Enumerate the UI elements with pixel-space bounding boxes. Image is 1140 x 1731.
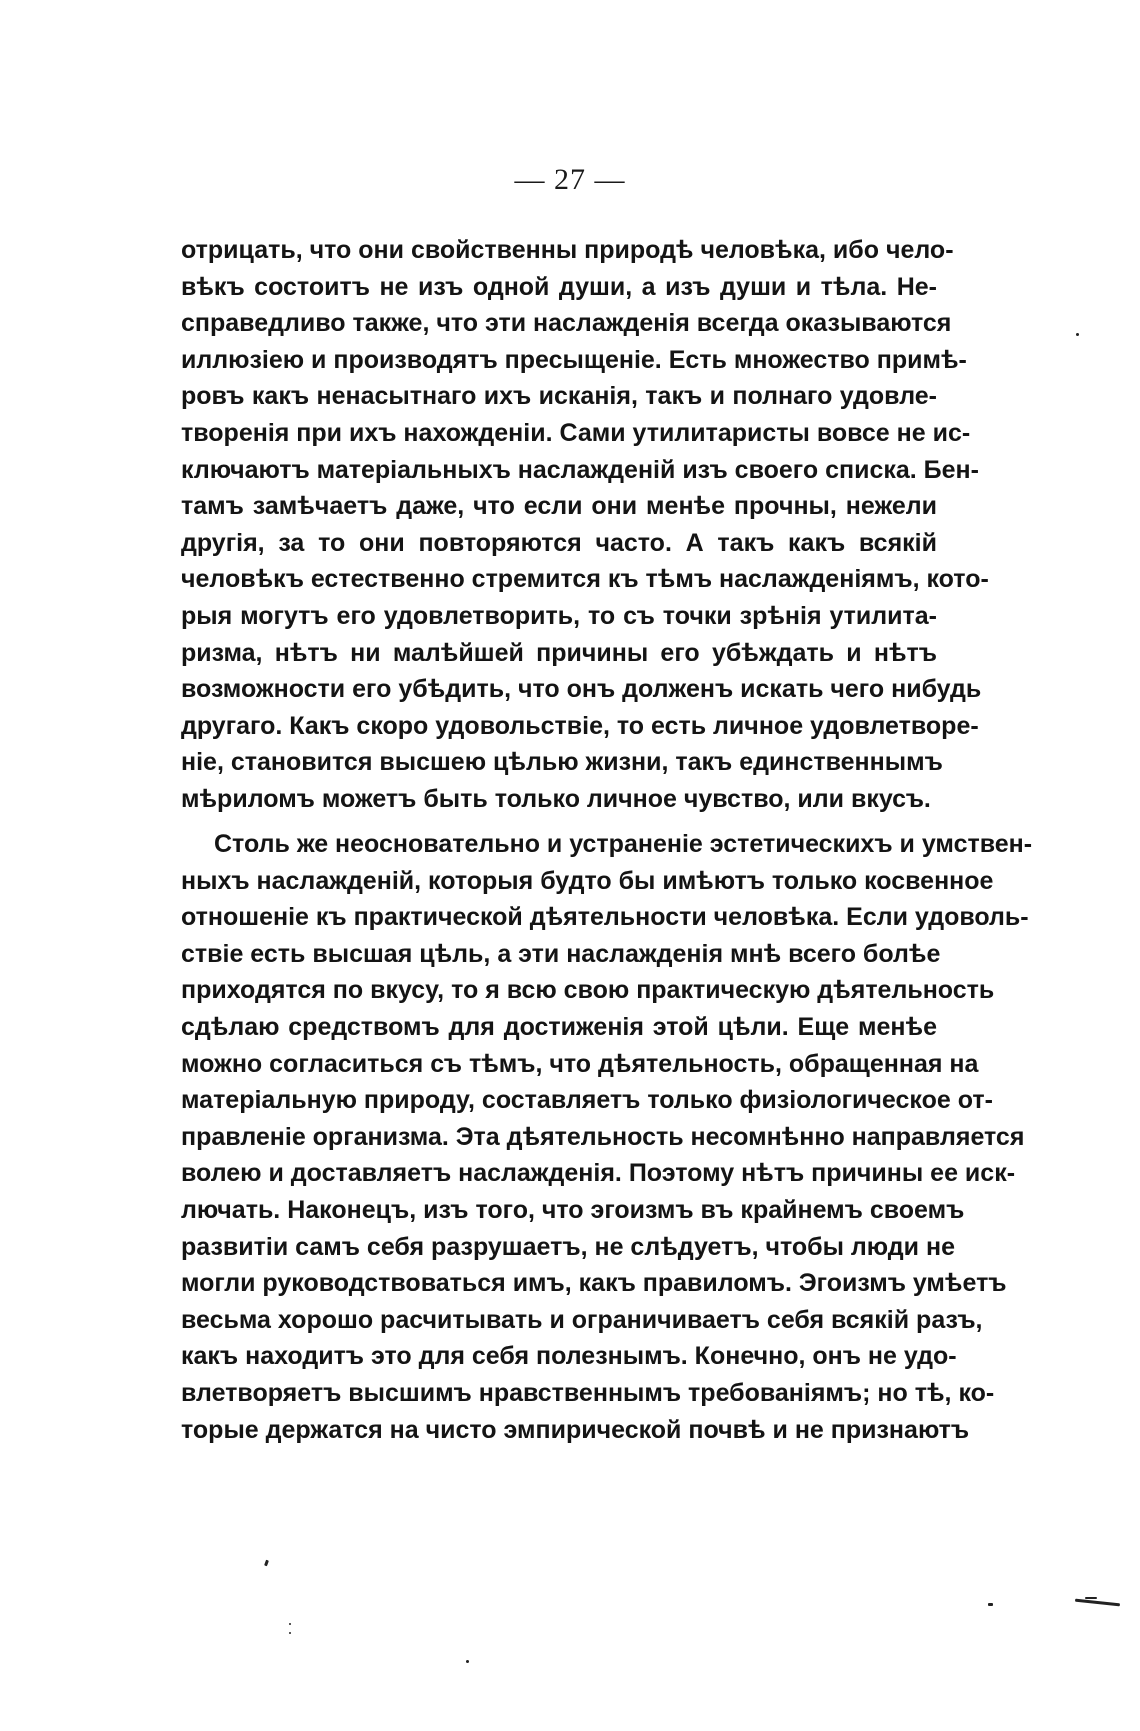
scan-speck xyxy=(1085,1597,1097,1599)
text-line: возможности его убѣдить, что онъ долженъ искать чего нибудь xyxy=(181,675,982,704)
text-line: другаго. Какъ скоро удовольствіе, то есть личное удовлетворе- xyxy=(181,711,979,740)
text-line: сдѣлаю средствомъ для достиженія этой цѣли. Еще менѣе xyxy=(181,1012,937,1041)
scan-speck xyxy=(1075,1599,1120,1607)
text-line: ныхъ наслажденій, которыя будто бы имѣютъ только косвенное xyxy=(181,866,994,895)
text-line: весьма хорошо расчитывать и ограничиваетъ себя всякій разъ, xyxy=(181,1305,983,1334)
text-line: влетворяетъ высшимъ нравственнымъ требованіямъ; но тѣ, ко- xyxy=(181,1378,995,1407)
text-line: рыя могутъ его удовлетворить, то съ точки зрѣнія утилита- xyxy=(181,601,937,630)
scan-speck xyxy=(466,1660,469,1663)
text-line: отрицать, что они свойственны природѣ человѣка, ибо чело- xyxy=(181,236,954,264)
text-line: мѣриломъ можетъ быть только личное чувство, или вкусъ. xyxy=(181,784,931,813)
text-line: ризма, нѣтъ ни малѣйшей причины его убѣждать и нѣтъ xyxy=(181,638,937,667)
scan-speck xyxy=(289,1623,291,1625)
text-line: могли руководствоваться имъ, какъ правиломъ. Эгоизмъ умѣетъ xyxy=(181,1269,1007,1298)
text-line: ровъ какъ ненасытнаго ихъ исканія, такъ и полнаго удовле- xyxy=(181,382,937,411)
text-line: ніе, становится высшею цѣлью жизни, такъ единственнымъ xyxy=(181,748,943,777)
text-line: другія, за то они повторяются часто. А такъ какъ всякій xyxy=(181,528,937,557)
text-line: ключаютъ матеріальныхъ наслажденій изъ своего списка. Бен- xyxy=(181,455,979,484)
text-line: человѣкъ естественно стремится къ тѣмъ наслажденіямъ, кото- xyxy=(181,565,989,594)
scan-speck xyxy=(1076,333,1079,336)
page-number: — 27 — xyxy=(514,163,626,196)
text-line: вѣкъ состоитъ не изъ одной души, а изъ души и тѣла. Не- xyxy=(181,272,937,301)
text-line: тамъ замѣчаетъ даже, что если они менѣе прочны, нежели xyxy=(181,492,937,521)
text-line: какъ находитъ это для себя полезнымъ. Конечно, онъ не удо- xyxy=(181,1342,957,1371)
text-line: матеріальную природу, составляетъ только физіологическое от- xyxy=(181,1086,993,1115)
text-line: отношеніе къ практической дѣятельности человѣка. Если удоволь- xyxy=(181,903,1029,932)
text-line: Столь же неосновательно и устраненіе эстетическихъ и умствен- xyxy=(214,830,1033,858)
text-line: ствіе есть высшая цѣль, а эти наслажденія мнѣ всего болѣе xyxy=(181,939,941,968)
text-line: волею и доставляетъ наслажденія. Поэтому нѣтъ причины ее иск- xyxy=(181,1159,1016,1188)
scan-speck xyxy=(289,1632,291,1634)
text-line: творенія при ихъ нахожденіи. Сами утилитаристы вовсе не ис- xyxy=(181,418,971,447)
scan-speck xyxy=(988,1603,993,1606)
text-line: правленіе организма. Эта дѣятельность несомнѣнно направляется xyxy=(181,1122,1025,1151)
text-line: можно согласиться съ тѣмъ, что дѣятельность, обращенная на xyxy=(181,1049,979,1078)
text-line: лючать. Наконецъ, изъ того, что эгоизмъ въ крайнемъ своемъ xyxy=(181,1195,965,1224)
text-line: развитіи самъ себя разрушаетъ, не слѣдуетъ, чтобы люди не xyxy=(181,1232,955,1261)
text-line: справедливо также, что эти наслажденія всегда оказываются xyxy=(181,309,952,338)
text-line: приходятся по вкусу, то я всю свою практическую дѣятельность xyxy=(181,976,995,1005)
scan-speck xyxy=(264,1560,269,1567)
paragraph-2 xyxy=(181,826,1033,1448)
paragraph-1 xyxy=(181,232,989,818)
text-line: торые держатся на чисто эмпирической почвѣ и не признаютъ xyxy=(181,1415,970,1444)
text-line: иллюзіею и производятъ пресыщеніе. Есть множество примѣ- xyxy=(181,345,967,374)
